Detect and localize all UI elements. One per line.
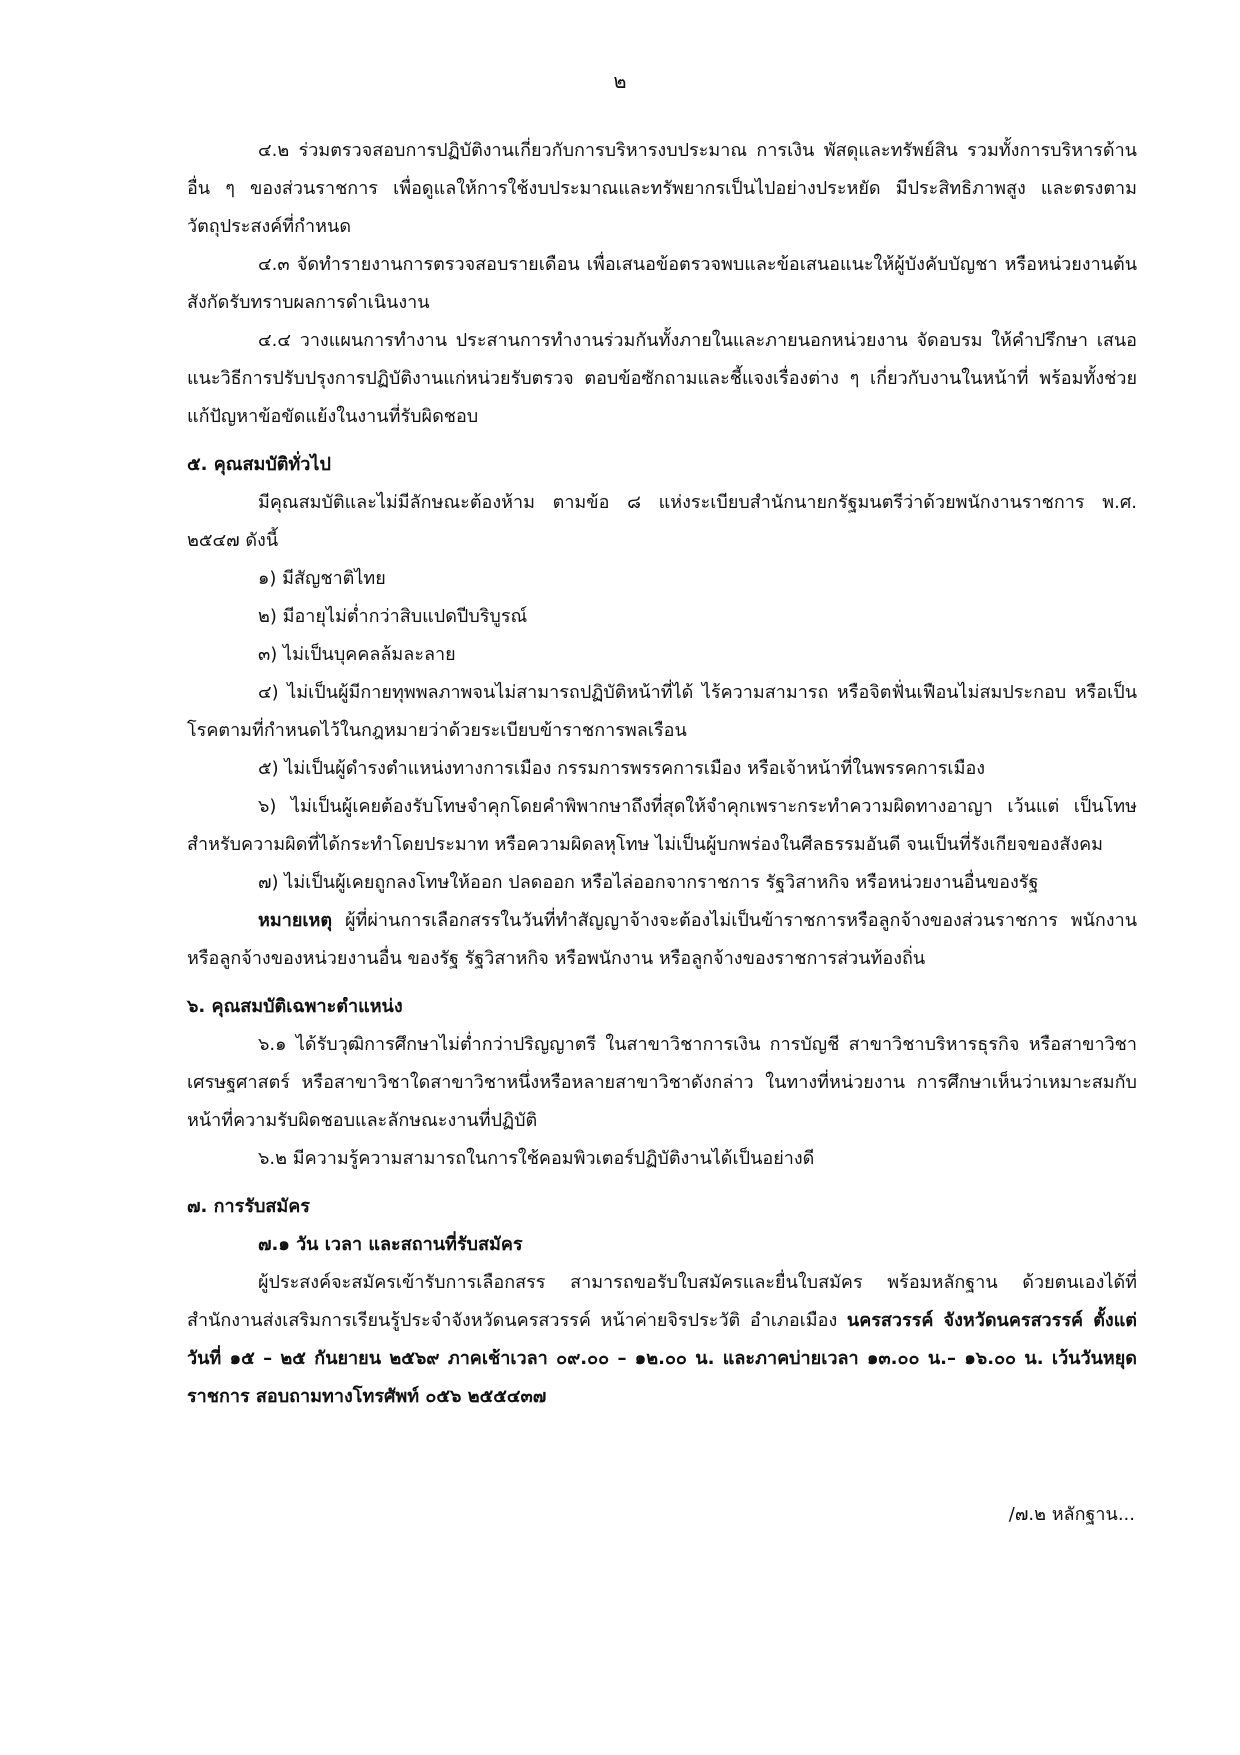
- section-5-heading: ๕. คุณสมบัติทั่วไป: [187, 454, 331, 475]
- qualification-5: ๕) ไม่เป็นผู้ดำรงตำแหน่งทางการเมือง กรรมการพรรคการเมือง หรือเจ้าหน้าที่ในพรรคการเมือง: [258, 758, 986, 779]
- paragraph-7-1: [187, 1264, 1137, 1416]
- qualification-1: ๑) มีสัญชาติไทย: [258, 568, 386, 589]
- paragraph-7-1-bold-text: นครสวรรค์ จังหวัดนครสวรรค์ ตั้งแต่วันที่ ๑๕ – ๒๕ กันยายน ๒๕๖๙ ภาคเช้าเวลา ๐๙.๐๐ – ๑๒.๐๐ น. และภาคบ่ายเวลา ๑๓.๐๐ น.– ๑๖.๐๐ น. เว้นวันหยุดราชการ สอบถามทางโทรศัพท์ ๐๕๖ ๒๕๕๔๓๗: [187, 1310, 1137, 1407]
- section-7-1-heading: ๗.๑ วัน เวลา และสถานที่รับสมัคร: [258, 1234, 523, 1255]
- qualification-2: ๒) มีอายุไม่ต่ำกว่าสิบแปดปีบริบูรณ์: [258, 606, 528, 627]
- page-number: ๒: [613, 69, 627, 93]
- section-6-heading: ๖. คุณสมบัติเฉพาะตำแหน่ง: [187, 996, 403, 1017]
- section-5-intro: มีคุณสมบัติและไม่มีลักษณะต้องห้าม ตามข้อ ๘ แห่งระเบียบสำนักนายกรัฐมนตรีว่าด้วยพนักงานราชการ พ.ศ. ๒๕๔๗ ดังนี้: [187, 492, 1137, 551]
- qualification-7: ๗) ไม่เป็นผู้เคยถูกลงโทษให้ออก ปลดออก หรือไล่ออกจากราชการ รัฐวิสาหกิจ หรือหน่วยงานอื่นของรัฐ: [258, 872, 1039, 893]
- paragraph-6-2: ๖.๒ มีความรู้ความสามารถในการใช้คอมพิวเตอร์ปฏิบัติงานได้เป็นอย่างดี: [258, 1148, 815, 1169]
- note: [187, 902, 1137, 978]
- paragraph-4-3: ๔.๓ จัดทำรายงานการตรวจสอบรายเดือน เพื่อเสนอข้อตรวจพบและข้อเสนอแนะให้ผู้บังคับบัญชา หรือหน่วยงานต้นสังกัดรับทราบผลการดำเนินงาน: [187, 254, 1137, 313]
- qualification-6: ๖) ไม่เป็นผู้เคยต้องรับโทษจำคุกโดยคำพิพากษาถึงที่สุดให้จำคุกเพราะกระทำความผิดทางอาญา เว้นแต่ เป็นโทษสำหรับความผิดที่ได้กระทำโดยประมาท หรือความผิดลหุโทษ ไม่เป็นผู้บกพร่องในศีลธรรมอันดี จนเป็นที่รังเกียจของสังคม: [187, 796, 1137, 855]
- document-body: [187, 132, 1137, 1416]
- paragraph-4-4: ๔.๔ วางแผนการทำงาน ประสานการทำงานร่วมกันทั้งภายในและภายนอกหน่วยงาน จัดอบรม ให้คำปรึกษา เสนอแนะวิธีการปรับปรุงการปฏิบัติงานแก่หน่วยรับตรวจ ตอบข้อซักถามและชี้แจงเรื่องต่าง ๆ เกี่ยวกับงานในหน้าที่ พร้อมทั้งช่วยแก้ปัญหาข้อขัดแย้งในงานที่รับผิดชอบ: [187, 330, 1137, 427]
- section-7-heading: ๗. การรับสมัคร: [187, 1196, 310, 1217]
- qualification-3: ๓) ไม่เป็นบุคคลล้มละลาย: [258, 644, 456, 665]
- paragraph-4-2: ๔.๒ ร่วมตรวจสอบการปฏิบัติงานเกี่ยวกับการบริหารงบประมาณ การเงิน พัสดุและทรัพย์สิน รวมทั้งการบริหารด้านอื่น ๆ ของส่วนราชการ เพื่อดูแลให้การใช้งบประมาณและทรัพยากรเป็นไปอย่างประหยัด มีประสิทธิภาพสูง และตรงตามวัตถุประสงค์ที่กำหนด: [187, 140, 1137, 237]
- note-text: ผู้ที่ผ่านการเลือกสรรในวันที่ทำสัญญาจ้างจะต้องไม่เป็นข้าราชการหรือลูกจ้างของส่วนราชการ พนักงานหรือลูกจ้างของหน่วยงานอื่น ของรัฐ รัฐวิสาหกิจ หรือพนักงาน หรือลูกจ้างของราชการส่วนท้องถิ่น: [187, 910, 1137, 969]
- qualification-4: ๔) ไม่เป็นผู้มีกายทุพพลภาพจนไม่สามารถปฏิบัติหน้าที่ได้ ไร้ความสามารถ หรือจิตฟั่นเฟือนไม่สมประกอบ หรือเป็นโรคตามที่กำหนดไว้ในกฎหมายว่าด้วยระเบียบข้าราชการพลเรือน: [187, 682, 1137, 741]
- note-label: หมายเหตุ: [258, 910, 333, 931]
- continuation-note: /๗.๒ หลักฐาน...: [1008, 1504, 1135, 1525]
- paragraph-6-1: ๖.๑ ได้รับวุฒิการศึกษาไม่ต่ำกว่าปริญญาตรี ในสาขาวิชาการเงิน การบัญชี สาขาวิชาบริหารธุรกิจ หรือสาขาวิชาเศรษฐศาสตร์ หรือสาขาวิชาใดสาขาวิชาหนึ่งหรือหลายสาขาวิชาดังกล่าว ในทางที่หน่วยงาน การศึกษาเห็นว่าเหมาะสมกับหน้าที่ความรับผิดชอบและลักษณะงานที่ปฏิบัติ: [187, 1034, 1137, 1131]
- paragraph-7-1-text: ผู้ประสงค์จะสมัครเข้ารับการเลือกสรร สามารถขอรับใบสมัครและยื่นใบสมัคร พร้อมหลักฐาน ด้วยตนเองได้ที่ สำนักงานส่งเสริมการเรียนรู้ประจำจังหวัดนครสวรรค์ หน้าค่ายจิรประวัติ อำเภอเมือง: [187, 1272, 1137, 1331]
